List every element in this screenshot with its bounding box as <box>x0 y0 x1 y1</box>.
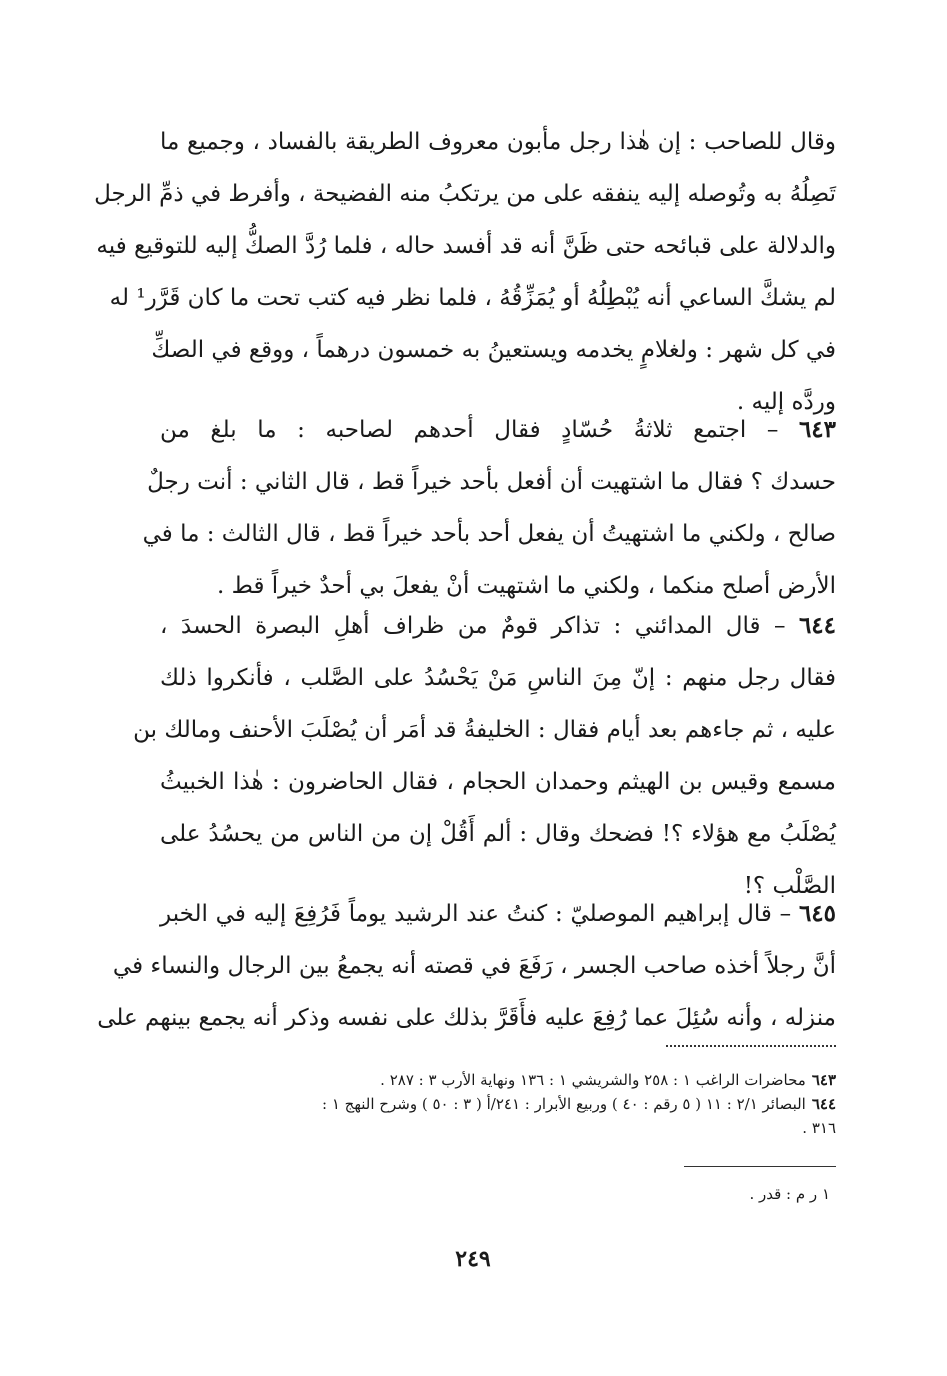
paragraph-number: ٦٤٤ <box>798 612 836 639</box>
text-fragment: قال المدائني : تذاكر قومٌ من ظراف أهلِ البصرة الحسدَ ، <box>160 613 761 639</box>
intro-paragraph <box>94 116 836 428</box>
text-line: وقال للصاحب : إن هٰذا رجل مأبون معروف الطريقة بالفساد ، وجميع ما <box>160 129 836 155</box>
text-fragment: قال إبراهيم الموصليّ : كنتُ عند الرشيد يوماً فَرُفِعَ إليه في الخبر <box>160 901 772 927</box>
footnotes <box>160 1068 836 1140</box>
footnote-line <box>160 1068 836 1092</box>
text-line: تَصِلُهُ به وتُوصله إليه ينفقه على من يرتكبُ منه الفضيحة ، وأفرط في ذمِّ الرجل <box>94 181 836 207</box>
text-line: يُصْلَبُ مع هؤلاء ؟! فضحك وقال : ألم أَقُلْ إن من الناس من يحسُدُ على <box>160 821 836 847</box>
paragraph-dash: – <box>773 613 786 639</box>
text-line: والدلالة على قبائحه حتى ظَنَّ أنه قد أفسد حاله ، فلما رُدَّ الصكُّ إليه للتوقيع فيه <box>96 233 836 259</box>
text-line: فقال رجل منهم : إنّ مِنَ الناسِ مَنْ يَحْسُدُ على الصَّلب ، فأنكروا ذلك <box>160 665 836 691</box>
paragraph-number: ٦٤٣ <box>798 416 837 443</box>
paragraph-number: ٦٤٥ <box>798 900 837 927</box>
footnote-separator <box>666 1045 836 1047</box>
paragraph-dash: – <box>766 417 779 443</box>
footnote-line <box>160 1092 836 1116</box>
text-line <box>160 404 836 456</box>
text-line: حسدك ؟ فقال ما اشتهيت أن أفعل بأحد خيراً قط ، قال الثاني : أنت رجلٌ <box>147 469 836 495</box>
text-line: في كل شهر : ولغلامٍ يخدمه ويستعينُ به خمسون درهماً ، ووقع في الصكِّ <box>151 337 836 363</box>
reference-separator <box>684 1166 836 1167</box>
text-line: وردَّه إليه . <box>736 389 836 415</box>
paragraph-643 <box>142 404 837 612</box>
paragraph-dash: – <box>779 901 792 927</box>
footnote-number: ٦٤٤ <box>811 1095 836 1113</box>
text-line <box>160 888 836 940</box>
text-line: أنَّ رجلاً أخذه صاحب الجسر ، رَفَعَ في قصته أنه يجمعُ بين الرجال والنساء في <box>112 953 836 979</box>
paragraph-644 <box>133 600 836 912</box>
text-line: لم يشكَّ الساعي أنه يُبْطِلُهُ أو يُمَزِّقُهُ ، فلما نظر فيه كتب تحت ما كان قَرَّر¹ له <box>109 285 836 311</box>
text-line: منزله ، وأنه سُئِلَ عما رُفِعَ عليه فأَقَرَّ بذلك على نفسه وذكر أنه يجمع بينهم على <box>97 1005 836 1031</box>
text-fragment: اجتمع ثلاثةُ حُسّادٍ فقال أحدهم لصاحبه : ما بلغ من <box>160 417 747 443</box>
footnote-text: البصائر ٢/١ : ١١ ( ٥ رقم : ٤٠ ) وربيع الأبرار : ٢٤١/أ ( ٣ : ٥٠ ) وشرح النهج ١ : <box>322 1095 806 1113</box>
text-line: مسمع وقيس بن الهيثم وحمدان الحجام ، فقال الحاضرون : هٰذا الخبيثُ <box>160 769 836 795</box>
text-line: عليه ، ثم جاءهم بعد أيام فقال : الخليفةُ قد أمَر أن يُصْلَبَ الأحنف ومالك بن <box>133 717 836 743</box>
footnote-text: محاضرات الراغب ١ : ٢٥٨ والشريشي ١ : ١٣٦ ونهاية الأرب ٣ : ٢٨٧ . <box>380 1071 806 1089</box>
footnote-continuation: ٣١٦ . <box>802 1119 836 1137</box>
reference-note: ١ ر م : قدر . <box>749 1185 830 1203</box>
footnote-number: ٦٤٣ <box>811 1071 836 1089</box>
text-line: الصَّلْب ؟! <box>743 873 836 899</box>
text-line: صالح ، ولكني ما اشتهيتُ أن يفعل أحد بأحد خيراً قط ، قال الثالث : ما في <box>142 521 836 547</box>
paragraph-645 <box>97 888 837 1044</box>
text-line <box>160 600 836 652</box>
text-line: الأرض أصلح منكما ، ولكني ما اشتهيت أنْ يفعلَ بي أحدٌ خيراً قط . <box>217 573 836 599</box>
page-number: ٢٤٩ <box>455 1246 491 1272</box>
